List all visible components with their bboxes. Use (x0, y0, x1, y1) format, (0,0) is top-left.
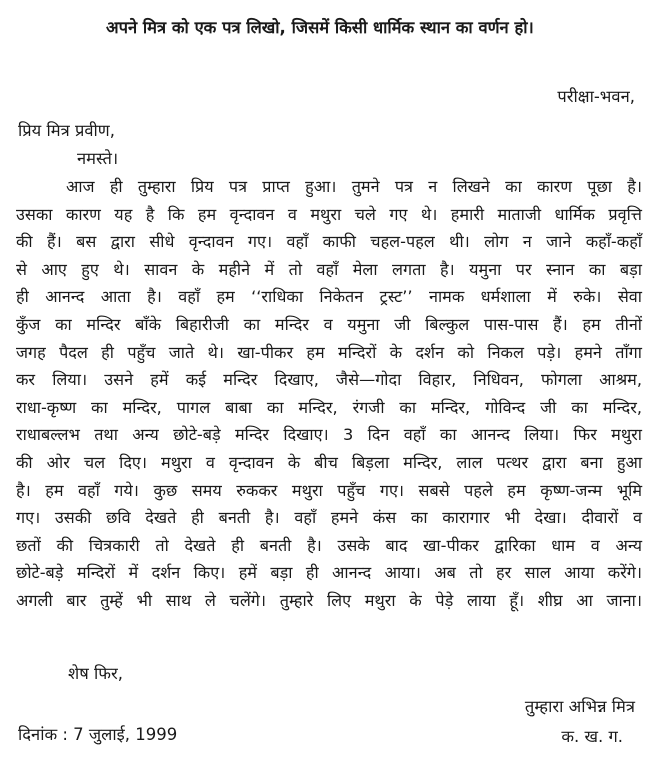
closing-remark: शेष फिर, (68, 664, 123, 683)
letter-body-line: ही आनन्द आता है। वहाँ हम ‘‘राधिका निकेतन ट्रस्ट’’ नामक धर्मशाला में रुके। सेवा (16, 287, 642, 307)
greeting: नमस्ते। (77, 149, 119, 168)
letter-body-line: से आए हुए थे। सावन के महीने में तो वहाँ मेला लगता है। यमुना पर स्नान का बड़ा (16, 259, 642, 279)
sender-name: क. ख. ग. (561, 727, 623, 746)
signature-block (525, 692, 635, 752)
letter-body-line: राधाबल्लभ तथा अन्य छोटे-बड़े मन्दिर दिखाए। 3 दिन वहाँ का आनन्द लिया। फिर मथुरा (16, 425, 642, 445)
letter-body (16, 173, 642, 615)
salutation: प्रिय मित्र प्रवीण, (18, 121, 115, 140)
letter-body-line: आज ही तुम्हारा प्रिय पत्र प्राप्त हुआ। तुमने पत्र न लिखने का कारण पूछा है। (66, 177, 642, 196)
letter-body-line: की ओर चल दिए। मथुरा व वृन्दावन के बीच बिड़ला मन्दिर, लाल पत्थर द्वारा बना हुआ (16, 452, 642, 472)
letter-date: दिनांक : 7 जुलाई, 1999 (18, 725, 178, 744)
letter-body-line: छतों की चित्रकारी तो देखते ही बनती है। उसके बाद खा-पीकर द्वारिका धाम व अन्य (16, 535, 642, 555)
letter-body-line: छोटे-बड़े मन्दिरों में दर्शन किए। हमें बड़ा ही आनन्द आया। अब तो हर साल आया करेंगे। (16, 563, 642, 583)
question-heading: अपने मित्र को एक पत्र लिखो, जिसमें किसी धार्मिक स्थान का वर्णन हो। (106, 18, 534, 37)
letter-body-line: उसका कारण यह है कि हम वृन्दावन व मथुरा चले गए थे। हमारी माताजी धार्मिक प्रवृत्ति (16, 204, 642, 224)
letter-body-line: अगली बार तुम्हें भी साथ ले चलेंगे। तुम्हारे लिए मथुरा के पेड़े लाया हूँ। शीघ्र आ जाना। (16, 590, 642, 610)
letter-body-line: गए। उसकी छवि देखते ही बनती है। वहाँ हमने कंस का कारागार भी देखा। दीवारों व (16, 508, 642, 528)
letter-body-line: राधा-कृष्ण का मन्दिर, पागल बाबा का मन्दिर, रंगजी का मन्दिर, गोविन्द जी का मन्दिर, (16, 397, 642, 417)
letter-body-line: कर लिया। उसने हमें कई मन्दिर दिखाए, जैसे—गोदा विहार, निधिवन, फोगला आश्रम, (16, 370, 642, 390)
letter-body-line: की हैं। बस द्वारा सीधे वृन्दावन गए। वहाँ काफी चहल-पहल थी। लोग न जाने कहाँ-कहाँ (16, 232, 642, 252)
letter-body-line: है। हम वहाँ गये। कुछ समय रुककर मथुरा पहुँच गए। सबसे पहले हम कृष्ण-जन्म भूमि (16, 480, 642, 500)
sign-off: तुम्हारा अभिन्न मित्र (524, 697, 635, 716)
letter-body-line: कुँज का मन्दिर बाँके बिहारीजी का मन्दिर व यमुना जी बिल्कुल पास-पास हैं। हम तीनों (16, 314, 642, 334)
letter-body-line: जगह पैदल ही पहुँच जाते थे। खा-पीकर हम मन्दिरों के दर्शन को निकल पड़े। हमने ताँगा (16, 342, 642, 362)
sender-address: परीक्षा-भवन, (557, 87, 635, 106)
